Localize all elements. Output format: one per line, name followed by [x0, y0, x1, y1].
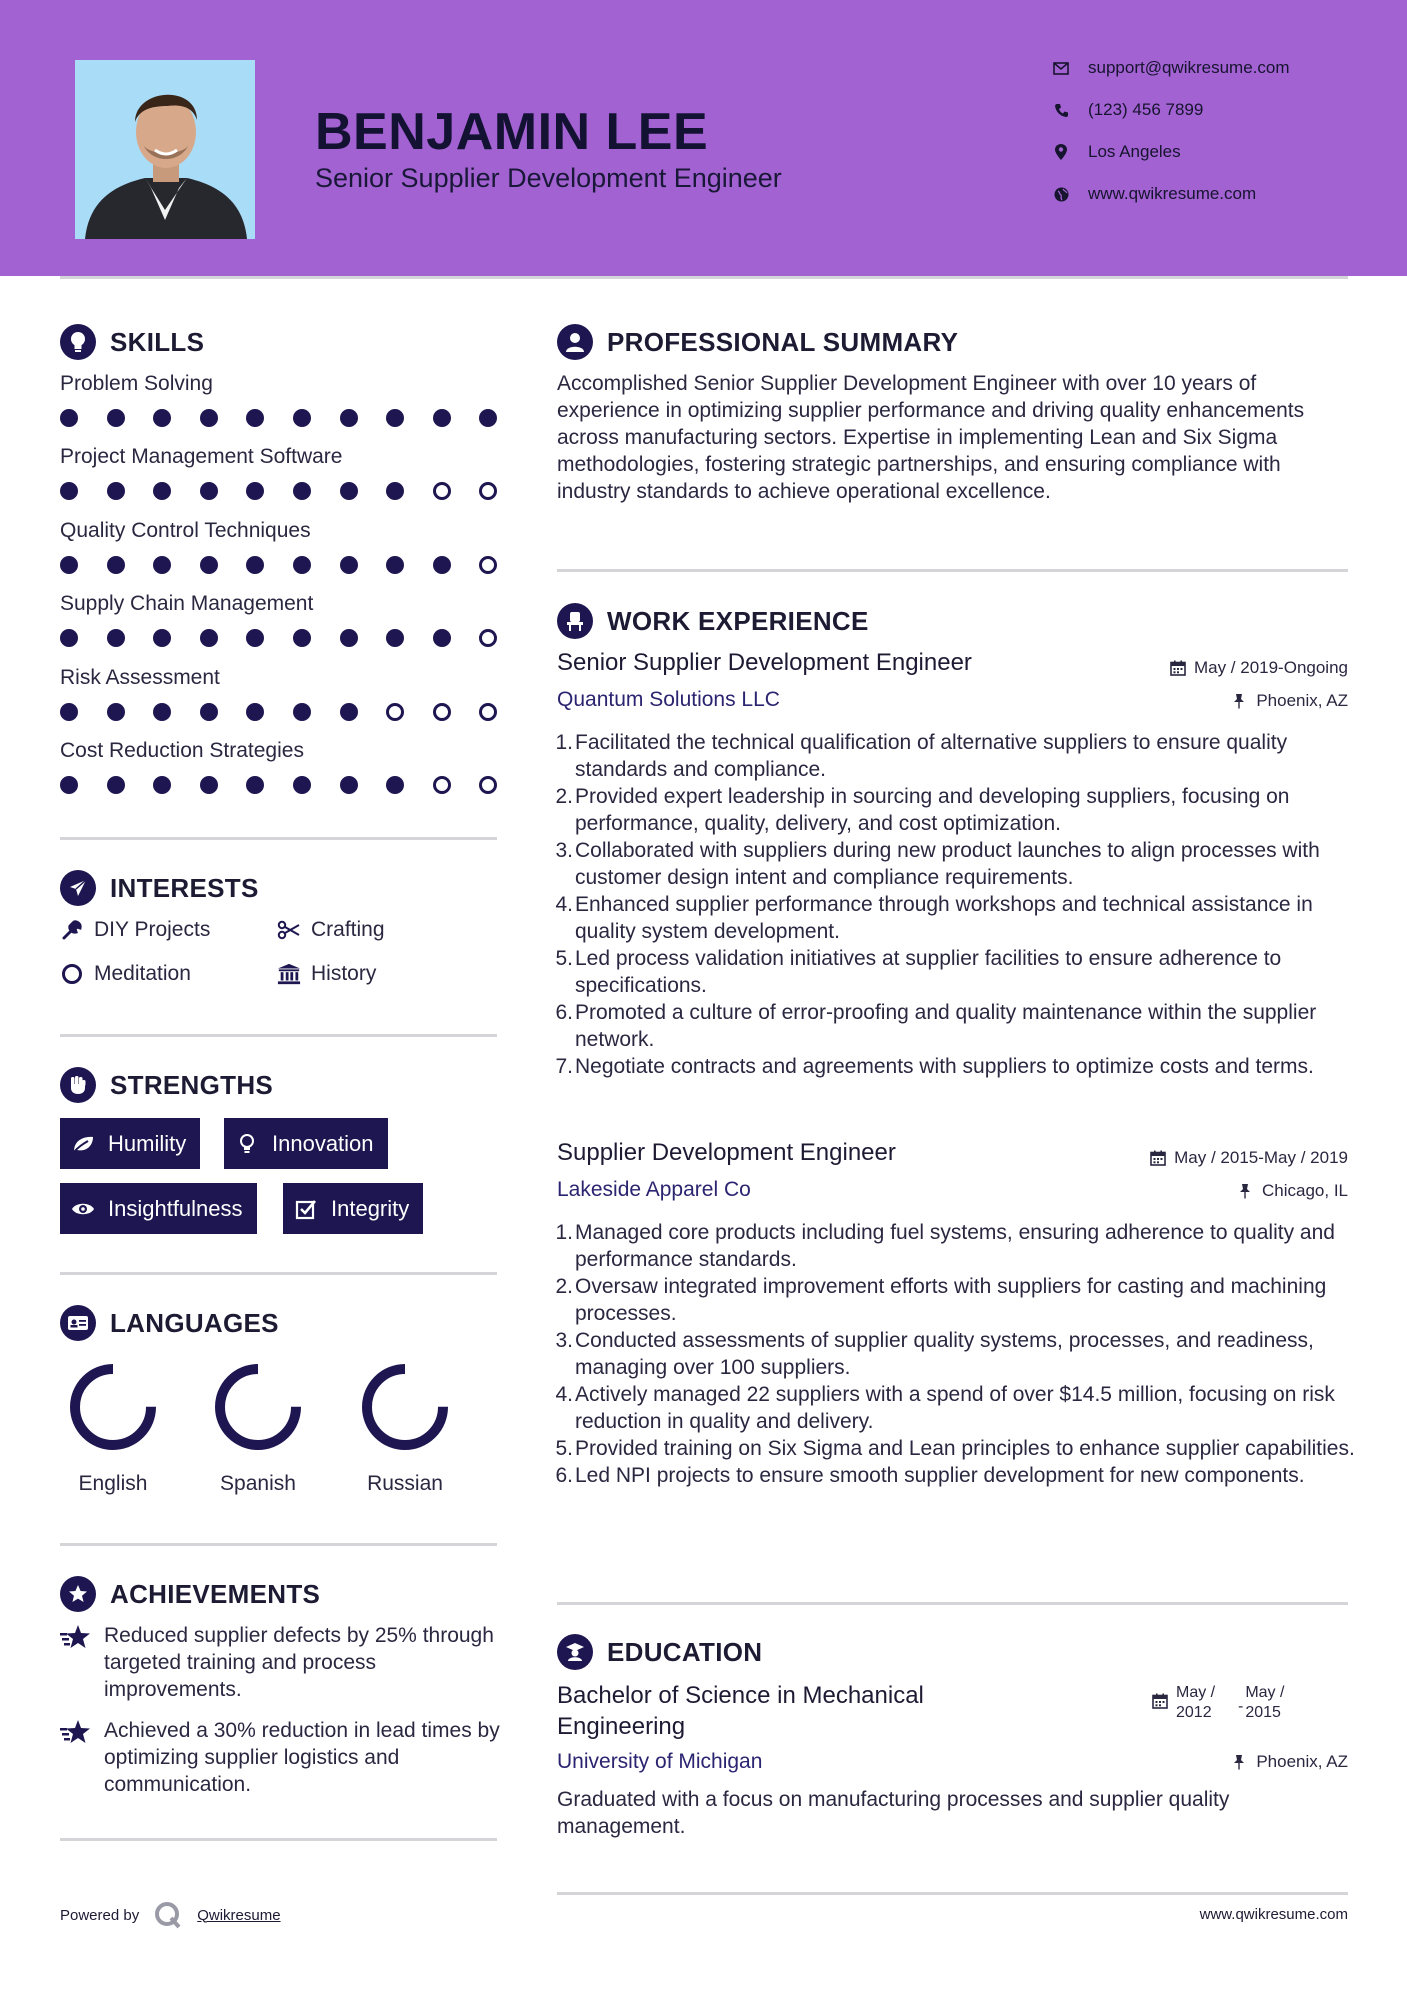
education-date-separator: -: [1238, 1698, 1244, 1715]
skills-heading: [60, 324, 204, 360]
language-proficiency-ring: [68, 1362, 158, 1452]
bullet-number: 2.: [555, 1275, 573, 1298]
circle-icon: [60, 962, 84, 986]
strengths-heading: [60, 1067, 273, 1103]
job-bullet: [557, 1273, 1357, 1327]
lightbulb-icon: [60, 324, 96, 360]
rating-dot-filled: [153, 556, 171, 574]
rating-dot-filled: [60, 482, 78, 500]
pushpin-icon: [1238, 1183, 1254, 1199]
checkbox-icon: [293, 1196, 319, 1222]
strength-label: Integrity: [331, 1195, 410, 1221]
contact-website-text: www.qwikresume.com: [1088, 184, 1257, 203]
qwikresume-logo-icon: [153, 1900, 183, 1930]
star-icon: [60, 1622, 92, 1654]
rating-dot-filled: [246, 556, 264, 574]
header-divider: [60, 276, 1348, 279]
pushpin-icon: [1232, 693, 1248, 709]
interest-item: [277, 918, 385, 942]
job-title: Supplier Development Engineer: [557, 1139, 896, 1166]
languages-heading: [60, 1305, 279, 1341]
rating-dot-filled: [246, 482, 264, 500]
rating-dot-empty: [479, 482, 497, 500]
skill-name: Quality Control Techniques: [60, 518, 311, 542]
bullet-text: Conducted assessments of supplier quality systems, processes, and readiness, managing over 100 suppliers.: [575, 1329, 1314, 1379]
bullet-number: 1.: [555, 731, 573, 754]
job-bullet: [557, 1053, 1357, 1080]
section-divider: [557, 1602, 1348, 1605]
interest-label: DIY Projects: [94, 918, 211, 941]
rating-dot-empty: [433, 482, 451, 500]
job-bullet: [557, 891, 1357, 945]
star-badge-icon: [60, 1576, 96, 1612]
bullet-number: 6.: [555, 1001, 573, 1024]
bullet-text: Negotiate contracts and agreements with suppliers to optimize costs and terms.: [575, 1055, 1314, 1078]
job-dates-text: May / 2019-Ongoing: [1193, 658, 1348, 677]
contact-phone[interactable]: [1052, 98, 1203, 122]
interests-title: INTERESTS: [110, 872, 259, 903]
scissors-icon: [277, 918, 301, 942]
education-location-text: Phoenix, AZ: [1256, 1752, 1348, 1771]
language-proficiency-ring: [213, 1362, 303, 1452]
footer-url[interactable]: www.qwikresume.com: [1199, 1906, 1348, 1923]
rating-dot-filled: [386, 482, 404, 500]
candidate-name: BENJAMIN LEE: [315, 103, 709, 161]
rating-dot-filled: [60, 629, 78, 647]
skill-name: Cost Reduction Strategies: [60, 739, 304, 762]
rating-dot-filled: [60, 703, 78, 721]
rating-dot-filled: [107, 409, 125, 427]
strength-badge: [283, 1183, 423, 1234]
experience-title: WORK EXPERIENCE: [607, 605, 869, 636]
school-name: University of Michigan: [557, 1750, 763, 1773]
rating-dot-filled: [153, 409, 171, 427]
section-divider: [60, 837, 497, 840]
education-heading: [557, 1634, 762, 1670]
rating-dot-filled: [200, 556, 218, 574]
rating-dot-empty: [479, 556, 497, 574]
bullet-number: 4.: [555, 1383, 573, 1406]
rating-dot-filled: [433, 629, 451, 647]
bullet-text: Provided expert leadership in sourcing and developing suppliers, focusing on performance, quality, delivery, and cost optimization.: [575, 785, 1290, 835]
rating-dot-filled: [200, 776, 218, 794]
candidate-title: Senior Supplier Development Engineer: [315, 163, 782, 193]
section-divider: [60, 1838, 497, 1841]
education-start: May / 2012: [1176, 1684, 1216, 1721]
rating-dot-filled: [246, 629, 264, 647]
interest-label: Meditation: [94, 962, 191, 985]
job-dates: [1150, 1148, 1348, 1168]
rating-dot-filled: [200, 703, 218, 721]
skills-title: SKILLS: [110, 326, 205, 357]
footer-powered-by: [60, 1900, 281, 1930]
section-divider: [60, 1272, 497, 1275]
pushpin-icon: [1232, 1754, 1248, 1770]
rating-dot-filled: [340, 482, 358, 500]
rating-dot-filled: [246, 776, 264, 794]
bullet-number: 6.: [555, 1464, 573, 1487]
bullet-number: 7.: [555, 1055, 573, 1078]
strength-label: Insightfulness: [108, 1195, 243, 1221]
chair-icon: [557, 603, 593, 639]
achievement-text: Reduced supplier defects by 25% through targeted training and process improvements.: [104, 1624, 494, 1701]
bullet-number: 5.: [555, 1437, 573, 1460]
map-pin-icon: [1052, 143, 1070, 161]
company-name: Lakeside Apparel Co: [557, 1178, 751, 1201]
user-icon: [557, 324, 593, 360]
achievements-title: ACHIEVEMENTS: [110, 1578, 321, 1609]
interest-item: [277, 962, 376, 986]
section-divider: [60, 1034, 497, 1037]
language-arc: [75, 1369, 151, 1445]
rating-dot-filled: [293, 629, 311, 647]
rating-dot-filled: [200, 482, 218, 500]
contact-email[interactable]: [1052, 56, 1290, 80]
interest-item: [60, 962, 191, 986]
rating-dot-filled: [107, 482, 125, 500]
strength-badge: [60, 1183, 257, 1234]
id-card-icon: [60, 1305, 96, 1341]
summary-heading: [557, 324, 958, 360]
contact-website[interactable]: [1052, 182, 1256, 206]
achievement-item: [60, 1622, 500, 1703]
bullet-text: Promoted a culture of error-proofing and quality maintenance within the supplier network.: [575, 1001, 1317, 1051]
education-dates: [1152, 1683, 1284, 1723]
bullet-text: Led NPI projects to ensure smooth supplier development for new components.: [575, 1464, 1305, 1487]
contact-location-text: Los Angeles: [1088, 142, 1181, 161]
rating-dot-filled: [386, 556, 404, 574]
job-bullet: [557, 729, 1357, 783]
rating-dot-filled: [293, 703, 311, 721]
job-title: Senior Supplier Development Engineer: [557, 649, 972, 676]
rating-dot-filled: [60, 556, 78, 574]
rating-dot-filled: [200, 629, 218, 647]
rating-dot-filled: [293, 409, 311, 427]
calendar-icon: [1170, 660, 1186, 676]
rating-dot-filled: [293, 776, 311, 794]
job-bullet: [557, 1219, 1357, 1273]
achievements-heading: [60, 1576, 320, 1612]
wrench-icon: [60, 918, 84, 942]
contact-email-text: support@qwikresume.com: [1088, 58, 1290, 77]
job-bullet: [557, 945, 1357, 999]
eye-icon: [70, 1196, 96, 1222]
strengths-title: STRENGTHS: [110, 1069, 274, 1100]
section-divider: [60, 1543, 497, 1546]
degree-title: [557, 1680, 924, 1742]
bullet-text: Actively managed 22 suppliers with a spend of over $14.5 million, focusing on risk reduction in quality and delivery.: [575, 1383, 1335, 1433]
company-name: Quantum Solutions LLC: [557, 688, 780, 711]
rating-dot-filled: [246, 409, 264, 427]
rating-dot-filled: [153, 703, 171, 721]
bullet-number: 2.: [555, 785, 573, 808]
interest-label: History: [311, 962, 377, 985]
globe-icon: [1052, 185, 1070, 203]
header-banner: [0, 0, 1407, 276]
museum-icon: [277, 962, 301, 986]
lightbulb-icon: [234, 1131, 260, 1157]
job-location-text: Phoenix, AZ: [1256, 691, 1348, 710]
strength-badge: [60, 1118, 200, 1169]
job-bullet: [557, 1435, 1357, 1462]
achievement-text: Achieved a 30% reduction in lead times by optimizing supplier logistics and communication.: [104, 1719, 500, 1796]
rating-dot-filled: [340, 629, 358, 647]
rating-dot-filled: [107, 629, 125, 647]
job-bullet: [557, 783, 1357, 837]
bullet-text: Oversaw integrated improvement efforts with suppliers for casting and machining processes.: [575, 1275, 1327, 1325]
rating-dot-filled: [60, 776, 78, 794]
rating-dot-filled: [386, 776, 404, 794]
education-title: EDUCATION: [607, 1636, 763, 1667]
rating-dot-empty: [433, 703, 451, 721]
paper-plane-icon: [60, 870, 96, 906]
achievement-item: [60, 1717, 500, 1798]
summary-title: PROFESSIONAL SUMMARY: [607, 326, 959, 357]
bullet-number: 1.: [555, 1221, 573, 1244]
contact-location: [1052, 140, 1181, 164]
skill-name: Risk Assessment: [60, 665, 220, 689]
rating-dot-empty: [479, 703, 497, 721]
rating-dot-filled: [153, 629, 171, 647]
graduate-icon: [557, 1634, 593, 1670]
rating-dot-empty: [386, 703, 404, 721]
job-bullet: [557, 1381, 1357, 1435]
rating-dot-filled: [246, 703, 264, 721]
language-name: Russian: [367, 1472, 443, 1495]
section-divider: [557, 1892, 1348, 1895]
bullet-text: Managed core products including fuel systems, ensuring adherence to quality and performance standards.: [575, 1221, 1335, 1271]
calendar-icon: [1152, 1693, 1168, 1709]
phone-icon: [1052, 101, 1070, 119]
qwikresume-link[interactable]: Qwikresume: [197, 1906, 281, 1924]
bullet-number: 3.: [555, 1329, 573, 1352]
rating-dot-filled: [340, 776, 358, 794]
envelope-icon: [1052, 59, 1070, 77]
bullet-text: Enhanced supplier performance through workshops and technical assistance in quality system development.: [575, 893, 1313, 943]
language-arc: [220, 1369, 296, 1445]
interest-item: [60, 918, 210, 942]
powered-by-text: Powered by: [60, 1906, 140, 1924]
education-description: Graduated with a focus on manufacturing processes and supplier quality management.: [557, 1788, 1230, 1838]
languages-title: LANGUAGES: [110, 1307, 279, 1338]
job-bullet: [557, 837, 1357, 891]
bullet-text: Facilitated the technical qualification of alternative suppliers to ensure quality standards and compliance.: [575, 731, 1288, 781]
job-dates-text: May / 2015-May / 2019: [1174, 1148, 1348, 1167]
rating-dot-filled: [433, 556, 451, 574]
rating-dot-filled: [153, 482, 171, 500]
skill-name: Supply Chain Management: [60, 592, 314, 616]
profile-photo: [75, 60, 255, 239]
rating-dot-filled: [153, 776, 171, 794]
interests-heading: [60, 870, 259, 906]
strength-label: Humility: [108, 1130, 187, 1156]
rating-dot-filled: [200, 409, 218, 427]
experience-heading: [557, 603, 869, 639]
education-location: [1232, 1752, 1348, 1772]
rating-dot-empty: [479, 776, 497, 794]
strength-badge: [224, 1118, 388, 1169]
rating-dot-empty: [433, 776, 451, 794]
bullet-text: Provided training on Six Sigma and Lean principles to enhance supplier capabilities.: [575, 1437, 1355, 1460]
language-name: English: [78, 1472, 148, 1495]
rating-dot-filled: [433, 409, 451, 427]
rating-dot-filled: [386, 629, 404, 647]
rating-dot-filled: [340, 703, 358, 721]
bullet-text: Led process validation initiatives at supplier facilities to ensure adherence to specifications.: [575, 947, 1282, 997]
language-proficiency-ring: [360, 1362, 450, 1452]
language-arc: [367, 1369, 443, 1445]
rating-dot-filled: [107, 556, 125, 574]
job-bullet: [557, 1327, 1357, 1381]
job-dates: [1170, 658, 1348, 678]
bullet-number: 5.: [555, 947, 573, 970]
leaf-icon: [70, 1131, 96, 1157]
degree-line: Engineering: [557, 1713, 686, 1740]
education-end: May / 2015: [1245, 1684, 1285, 1721]
rating-dot-filled: [386, 409, 404, 427]
job-bullet: [557, 999, 1357, 1053]
job-bullets: [557, 729, 1357, 1080]
rating-dot-filled: [479, 409, 497, 427]
calendar-icon: [1150, 1150, 1166, 1166]
rating-dot-filled: [107, 776, 125, 794]
rating-dot-filled: [340, 409, 358, 427]
job-bullets: [557, 1219, 1357, 1489]
degree-line: Bachelor of Science in Mechanical: [557, 1682, 924, 1709]
section-divider: [557, 569, 1348, 572]
language-name: Spanish: [220, 1472, 296, 1495]
job-bullet: [557, 1462, 1357, 1489]
fist-icon: [60, 1067, 96, 1103]
star-icon: [60, 1717, 92, 1749]
contact-phone-text: (123) 456 7899: [1088, 100, 1204, 119]
rating-dot-filled: [60, 409, 78, 427]
interest-label: Crafting: [311, 918, 385, 941]
rating-dot-filled: [293, 556, 311, 574]
job-location: [1232, 691, 1348, 711]
bullet-text: Collaborated with suppliers during new product launches to align processes with customer design intent and compliance requirements.: [575, 839, 1320, 889]
job-location: [1238, 1181, 1348, 1201]
bullet-number: 4.: [555, 893, 573, 916]
rating-dot-empty: [479, 629, 497, 647]
job-location-text: Chicago, IL: [1262, 1181, 1348, 1200]
rating-dot-filled: [107, 703, 125, 721]
strength-label: Innovation: [272, 1130, 374, 1156]
rating-dot-filled: [293, 482, 311, 500]
summary-text: Accomplished Senior Supplier Development Engineer with over 10 years of experience in optimizing supplier performance and driving quality enhancements across manufacturing sectors. Expertise in implementing Lean and Six Sigma methodologies, fostering strategic partnerships, and ensuring compliance with industry standards to achieve operational excellence.: [557, 372, 1305, 503]
bullet-number: 3.: [555, 839, 573, 862]
rating-dot-filled: [340, 556, 358, 574]
skill-name: Project Management Software: [60, 445, 343, 469]
skill-name: Problem Solving: [60, 372, 213, 395]
